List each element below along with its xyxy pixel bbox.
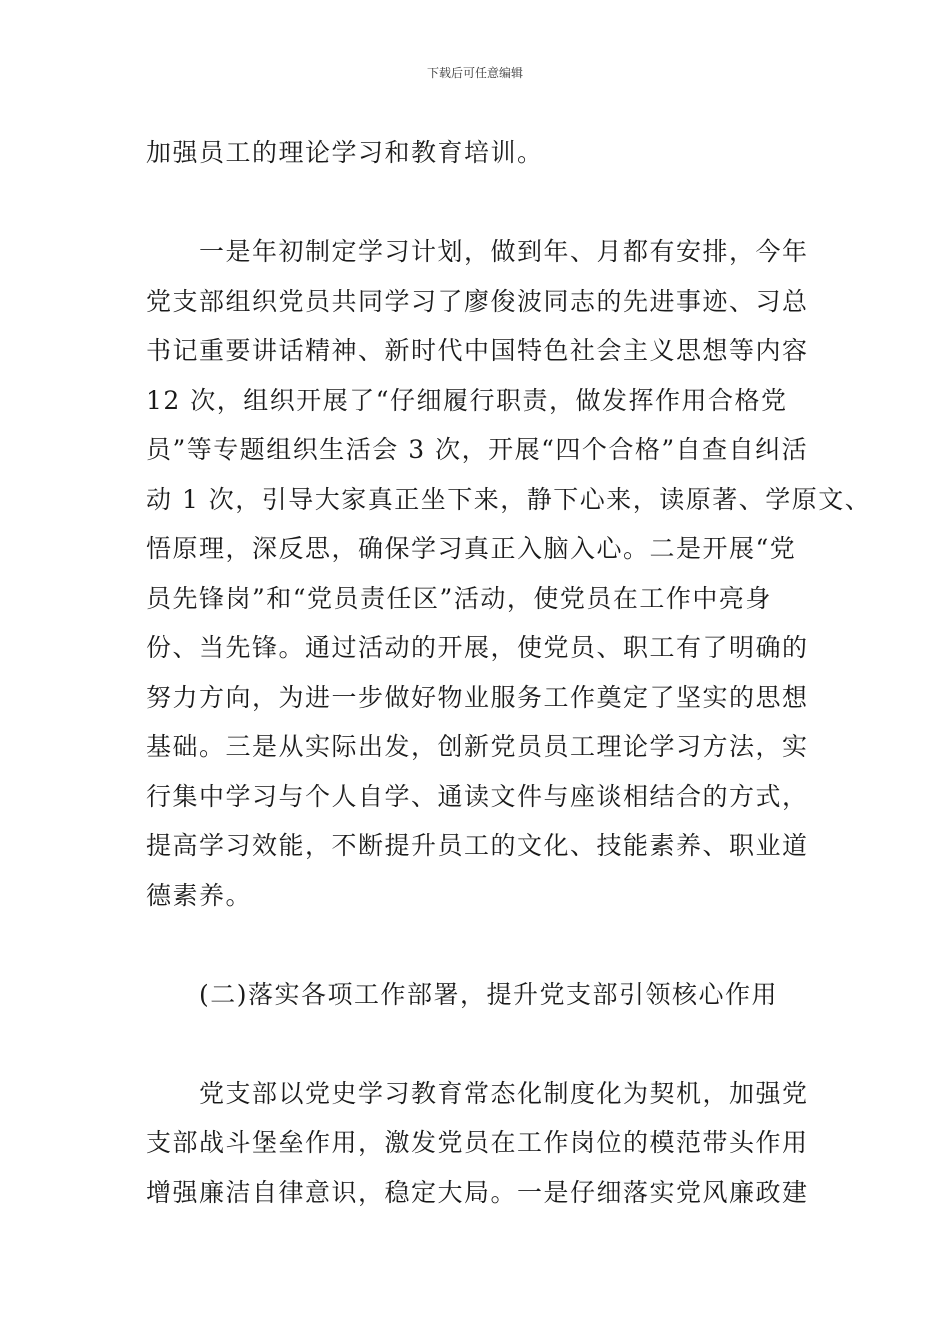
paragraph-2-line: 党支部组织党员共同学习了廖俊波同志的先进事迹、习总 (146, 286, 809, 316)
page-header: 下载后可任意编辑 (426, 66, 523, 80)
paragraph-gap (146, 1019, 818, 1069)
paragraph-2-line: 悟原理，深反思，确保学习真正入脑入心。二是开展“党 (146, 534, 797, 563)
section-heading: (二)落实各项工作部署，提升党支部引领核心作用 (146, 979, 779, 1009)
paragraph-2 (146, 227, 872, 920)
paragraph-2-line: 员”等专题组织生活会 3 次，开展“四个合格”自查自纠活 (146, 435, 809, 464)
paragraph-2-line: 提高学习效能，不断提升员工的文化、技能素养、职业道 (146, 831, 809, 860)
paragraph-2-line: 一是年初制定学习计划，做到年、月都有安排，今年 (146, 237, 809, 266)
document-body (146, 128, 872, 1217)
paragraph-2-line: 员先锋岗”和“党员责任区”活动，使党员在工作中亮身 (146, 583, 772, 613)
paragraph-3-line: 党支部以党史学习教育常态化制度化为契机，加强党 (146, 1078, 809, 1108)
paragraph-1-line: 加强员工的理论学习和教育培训。 (146, 138, 544, 167)
paragraph-3-line: 增强廉洁自律意识，稳定大局。一是仔细落实党风廉政建 (146, 1177, 809, 1207)
paragraph-2-line: 德素养。 (146, 880, 253, 910)
paragraph-gap (146, 920, 818, 970)
paragraph-3 (146, 1069, 818, 1218)
paragraph-gap (146, 178, 818, 228)
paragraph-2-line: 12 次，组织开展了“仔细履行职责，做发挥作用合格党 (146, 385, 788, 415)
paragraph-2-line: 基础。三是从实际出发，创新党员员工理论学习方法，实 (146, 732, 809, 761)
paragraph-2-line: 努力方向，为进一步做好物业服务工作奠定了坚实的思想 (146, 682, 809, 712)
paragraph-2-line: 份、当先锋。通过活动的开展，使党员、职工有了明确的 (146, 633, 809, 662)
paragraph-2-line: 动 1 次，引导大家真正坐下来，静下心来，读原著、学原文、 (146, 484, 872, 514)
paragraph-2-line: 行集中学习与个人自学、通读文件与座谈相结合的方式， (146, 781, 809, 811)
paragraph-3-line: 支部战斗堡垒作用，激发党员在工作岗位的模范带头作用 (146, 1128, 809, 1157)
paragraph-2-line: 书记重要讲话精神、新时代中国特色社会主义思想等内容 (146, 336, 809, 365)
